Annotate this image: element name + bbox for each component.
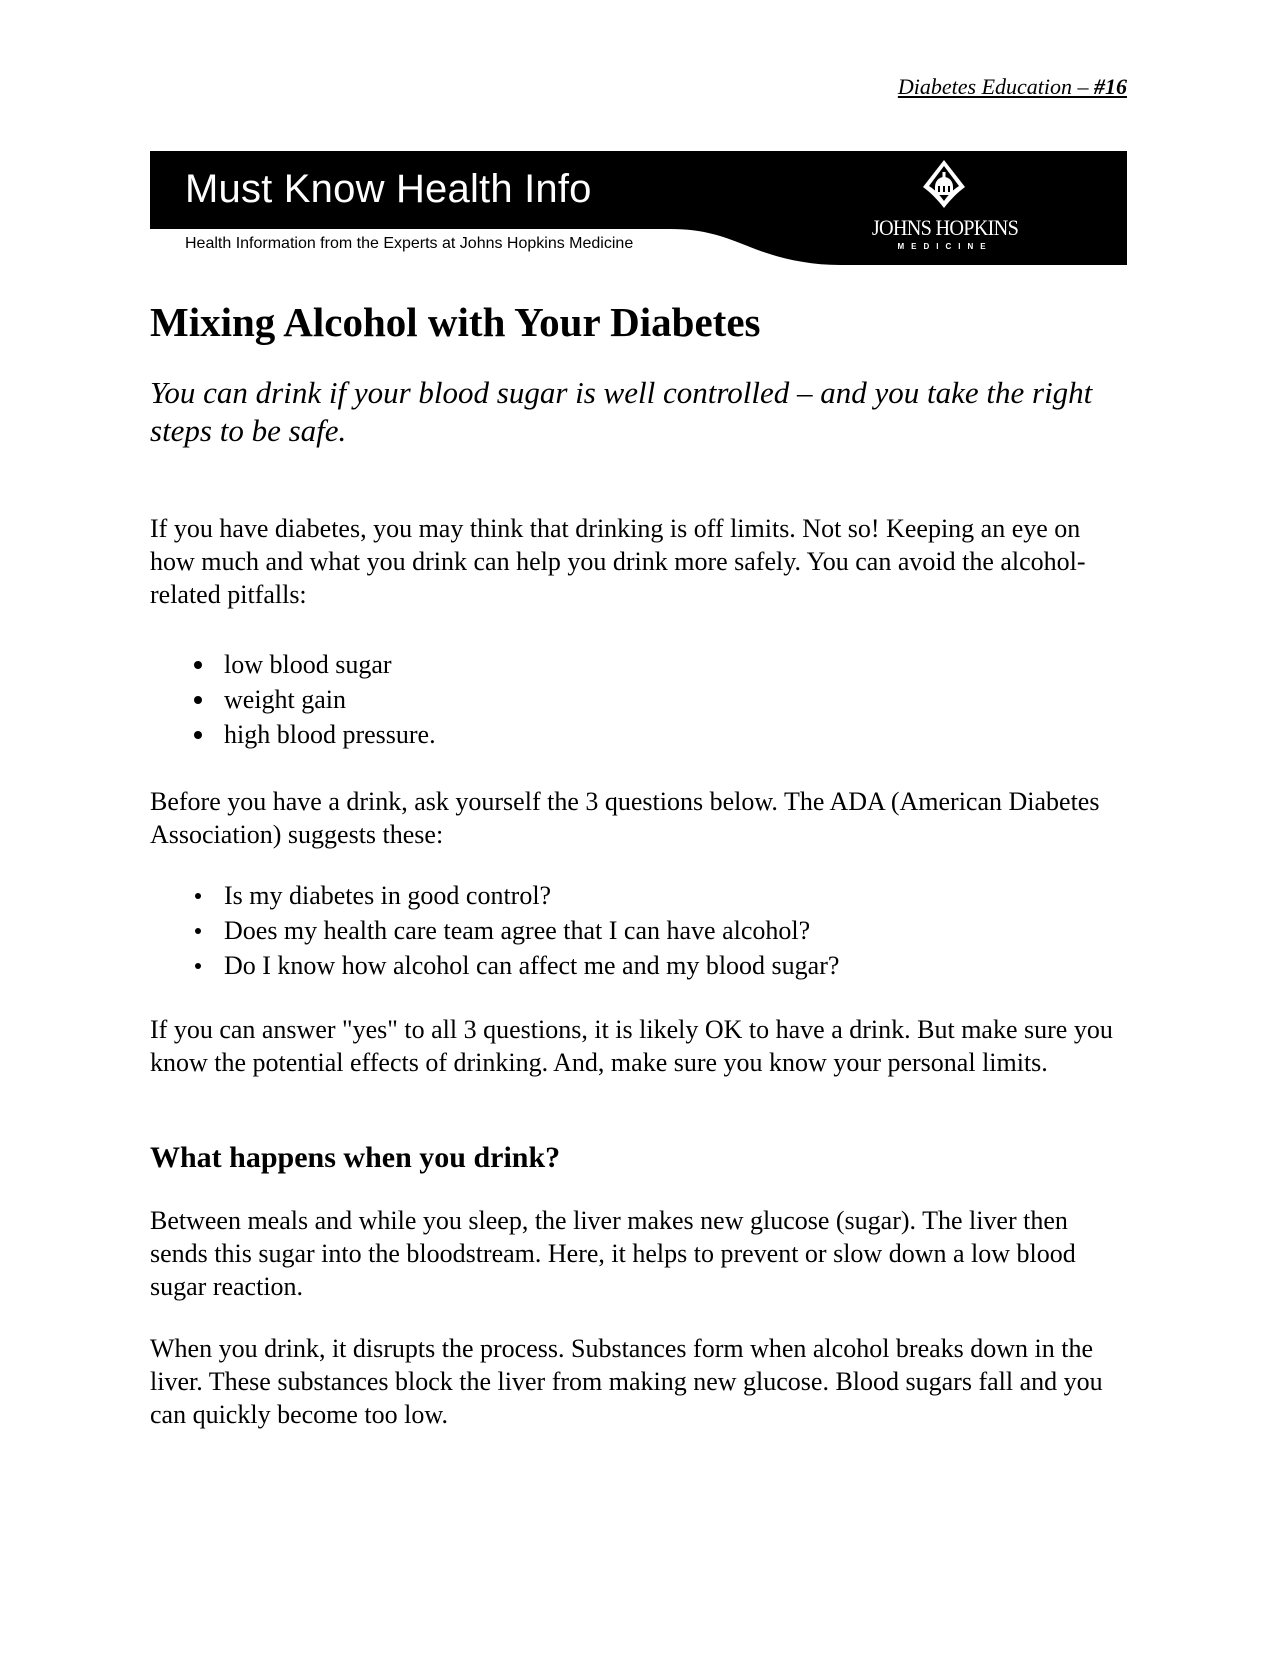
list-item: low blood sugar xyxy=(150,647,436,682)
liver-paragraph: Between meals and while you sleep, the liver makes new glucose (sugar). The liver then sends this sugar into the bloodstream. Here, it helps to prevent or slow down a low blood sugar reaction. xyxy=(150,1206,1076,1301)
running-header xyxy=(898,74,1127,100)
intro-paragraph: If you have diabetes, you may think that drinking is off limits. Not so! Keeping an eye on how much and what you drink can help you drink more safely. You can avoid the alcohol-related pitfalls: xyxy=(150,514,1086,609)
list-item: Do I know how alcohol can affect me and my blood sugar? xyxy=(150,948,839,983)
header-banner xyxy=(150,151,1127,265)
johns-hopkins-logo xyxy=(850,159,1030,255)
running-header-number: #16 xyxy=(1094,74,1127,99)
banner-subtitle: Health Information from the Experts at Johns Hopkins Medicine xyxy=(185,235,634,252)
answer-paragraph: If you can answer "yes" to all 3 questions, it is likely OK to have a drink. But make sure you know the potential effects of drinking. And, make sure you know your personal limits. xyxy=(150,1015,1113,1077)
section-heading: What happens when you drink? xyxy=(150,1141,561,1174)
document-page xyxy=(150,0,1127,1656)
list-item: high blood pressure. xyxy=(150,717,436,752)
dome-shield-icon xyxy=(921,159,967,209)
running-header-series: Diabetes Education – xyxy=(897,74,1094,99)
questions-intro-paragraph: Before you have a drink, ask yourself the 3 questions below. The ADA (American Diabetes Association) suggests these: xyxy=(150,787,1100,849)
article-title: Mixing Alcohol with Your Diabetes xyxy=(150,299,761,345)
pitfalls-list xyxy=(150,647,436,752)
logo-subtitle: MEDICINE xyxy=(897,242,993,251)
questions-list xyxy=(150,878,839,983)
logo-wordmark: JOHNS HOPKINS xyxy=(871,215,1019,240)
article-lede: You can drink if your blood sugar is well controlled – and you take the right steps to be safe. xyxy=(150,375,1093,448)
banner-title: Must Know Health Info xyxy=(185,167,592,211)
list-item: Is my diabetes in good control? xyxy=(150,878,839,913)
list-item: Does my health care team agree that I can have alcohol? xyxy=(150,913,839,948)
list-item: weight gain xyxy=(150,682,436,717)
disrupt-paragraph: When you drink, it disrupts the process. Substances form when alcohol breaks down in the liver. These substances block the liver from making new glucose. Blood sugars fall and you can quickly become too low. xyxy=(150,1334,1103,1429)
